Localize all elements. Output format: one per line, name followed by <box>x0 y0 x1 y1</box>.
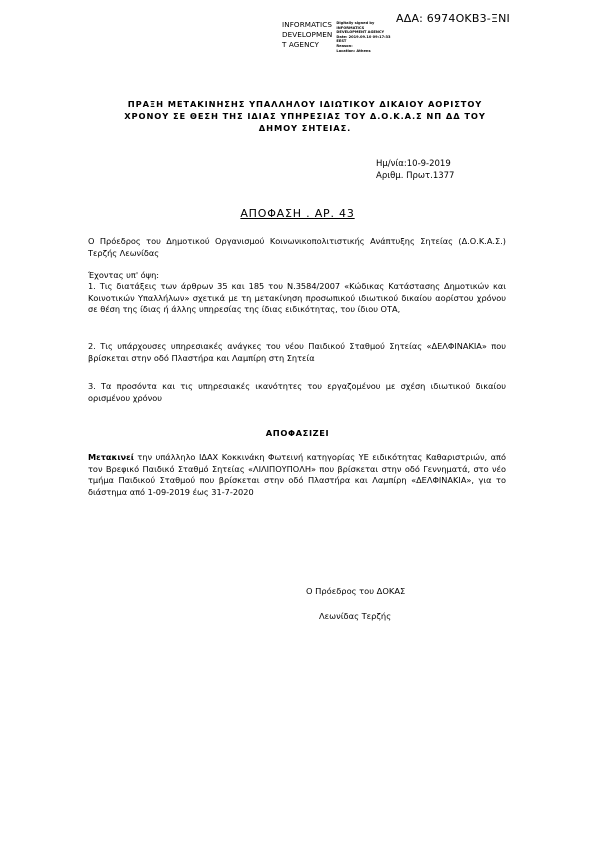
digital-signature-seal-icon <box>282 20 391 53</box>
agency-line-1: INFORMATICS <box>282 20 333 29</box>
agency-line-2: DEVELOPMEN <box>282 30 333 39</box>
sig-detail: INFORMATICS <box>336 25 365 30</box>
ada-code: ΑΔΑ: 6974ΟΚΒ3-ΞΝΙ <box>396 12 510 25</box>
consideration-item-2: 2. Τις υπάρχουσες υπηρεσιακές ανάγκες του νέου Παιδικού Σταθμού Σητείας «ΔΕΛΦΙΝΑΚΙΑ» που βρίσκεται στην οδό Πλαστήρα και Λαμπίρη στη Σητεία <box>88 341 506 363</box>
sig-detail: Location: Athens <box>336 48 371 53</box>
protocol-number: Αριθμ. Πρωτ.1377 <box>376 171 455 181</box>
title-line: ΠΡΑΞΗ ΜΕΤΑΚΙΝΗΣΗΣ ΥΠΑΛΛΗΛΟΥ ΙΔΙΩΤΙΚΟΥ ΔΙΚΑΙΟΥ ΑΟΡΙΣΤΟΥ <box>127 99 483 109</box>
sig-detail: EEST <box>336 39 347 44</box>
sig-detail: DEVELOPMENT AGENCY <box>336 30 385 35</box>
decision-text: την υπάλληλο ΙΔΑΧ Κοκκινάκη Φωτεινή κατηγορίας ΥΕ ειδικότητας Καθαριστριών, από τον Βρεφικό Παιδικό Σταθμό Σητείας «ΛΙΛΙΠΟΥΠΟΛΗ» που βρίσκεται στην οδό Γεννηματά, στο νέο τμήμα Παιδικού Σταθμού που βρίσκεται στην οδό Πλαστήρα και Λαμπίρη «ΔΕΛΦΙΝΑΚΙΑ», για το διάστημα από 1-09-2019 έως 31-7-2020 <box>88 452 506 497</box>
signature-title: Ο Πρόεδρος του ΔΟΚΑΣ <box>306 586 406 596</box>
sig-detail: Reason: <box>336 43 353 48</box>
decides-heading: ΑΠΟΦΑΣΙΖΕΙ <box>265 428 330 438</box>
president-paragraph: Ο Πρόεδρος του Δημοτικού Οργανισμού Κοινωνικοπολιτιστικής Ανάπτυξης Σητείας (Δ.Ο.Κ.Α.Σ.) Τερζής Λεωνίδας <box>88 236 506 258</box>
decision-heading: ΑΠΟΦΑΣΗ . ΑΡ. 43 <box>240 207 355 220</box>
signature-name: Λεωνίδας Τερζής <box>319 611 392 621</box>
agency-line-3: T AGENCY <box>282 40 320 49</box>
signature-agency-name <box>282 20 332 53</box>
document-title <box>60 98 550 134</box>
date-protocol-block <box>376 158 454 182</box>
having-regard-label: Έχοντας υπ' όψη: <box>88 270 160 280</box>
signature-details <box>336 20 390 53</box>
title-line: ΔΗΜΟΥ ΣΗΤΕΙΑΣ. <box>258 123 352 133</box>
title-line: ΧΡΟΝΟΥ ΣΕ ΘΕΣΗ ΤΗΣ ΙΔΙΑΣ ΥΠΗΡΕΣΙΑΣ ΤΟΥ Δ.Ο.Κ.Α.Σ ΝΠ ΔΔ ΤΟΥ <box>124 111 486 121</box>
document-date: Ημ/νία:10-9-2019 <box>376 159 451 169</box>
consideration-item-3: 3. Τα προσόντα και τις υπηρεσιακές ικανότητες του εργαζομένου με σχέση ιδιωτικού δικαίου ορισμένου χρόνου <box>88 381 506 403</box>
sig-detail: Digitally signed by <box>336 21 375 25</box>
sig-detail: Date: 2019.09.10 09:17:33 <box>336 34 391 39</box>
consideration-item-1: 1. Τις διατάξεις των άρθρων 35 και 185 του Ν.3584/2007 «Κώδικας Κατάστασης Δημοτικών και Κοινοτικών Υπαλλήλων» σχετικά με τη μετακίνηση προσωπικού ιδιωτικού δικαίου αορίστου χρόνου σε θέση της ίδιας ή άλλης υπηρεσίας της ίδιας ειδικότητας, του ίδιου ΟΤΑ, <box>88 281 506 314</box>
decision-verb: Μετακινεί <box>88 452 134 462</box>
decision-body <box>88 452 506 498</box>
